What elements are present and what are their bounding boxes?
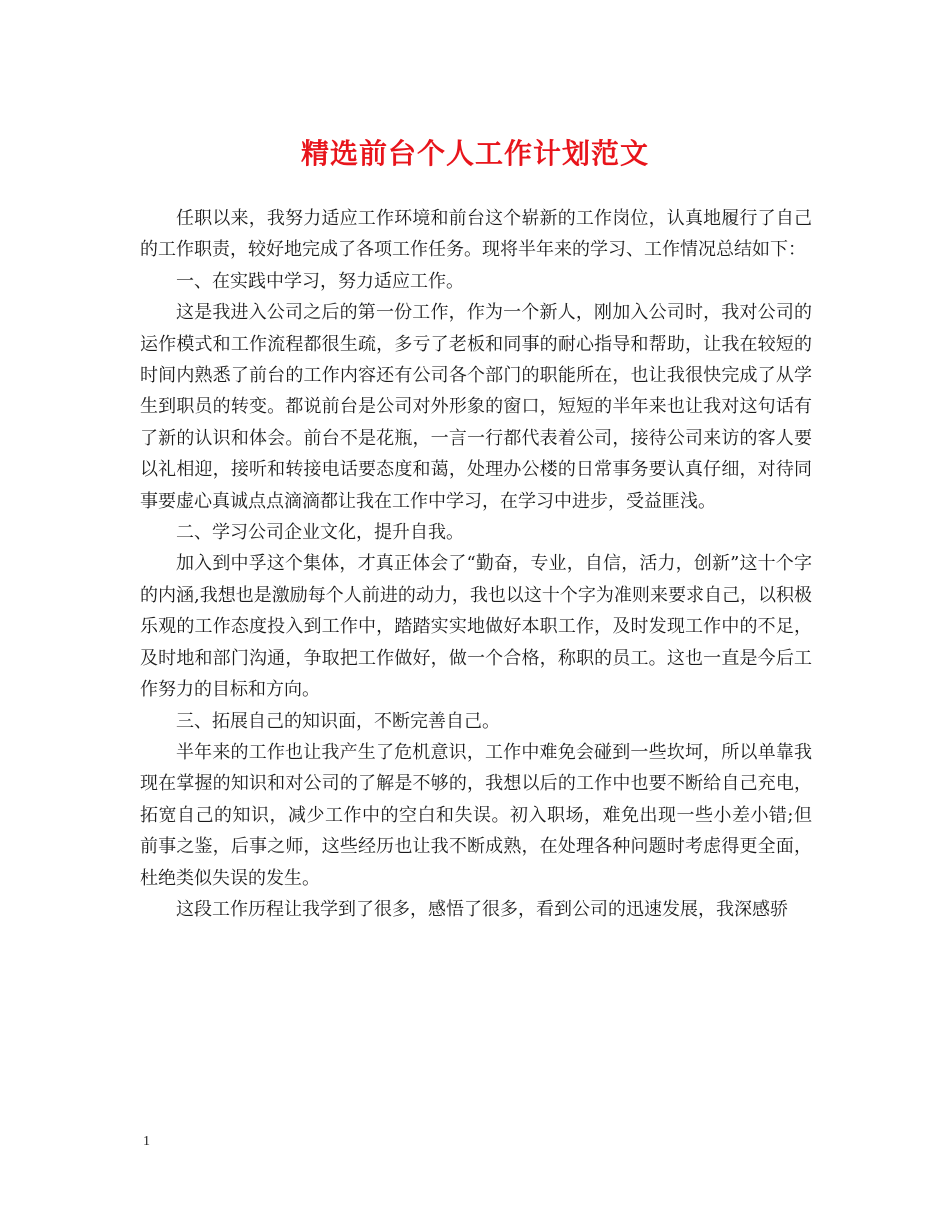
paragraph-closing: 这段工作历程让我学到了很多，感悟了很多，看到公司的迅速发展，我深感骄 bbox=[176, 898, 788, 920]
page-number: 1 bbox=[143, 1134, 150, 1149]
section-heading-3: 三、拓展自己的知识面，不断完善自己。 bbox=[176, 710, 500, 732]
paragraph-section-2: 加入到中孚这个集体，才真正体会了“勤奋，专业，自信，活力，创新”这十个字的内涵,我想也是激励每个人前进的动力，我也以这十个字为准则来要求自己，以积极乐观的工作态度投入到工作中，踏踏实实地做好本职工作，及时发现工作中的不足，及时地和部门沟通，争取把工作做好，做一个合格，称职的员工。这也一直是今后工作努力的目标和方向。 bbox=[140, 553, 812, 701]
section-heading-1: 一、在实践中学习，努力适应工作。 bbox=[176, 270, 464, 292]
paragraph-section-3: 半年来的工作也让我产生了危机意识，工作中难免会碰到一些坎坷，所以单靠我现在掌握的知识和对公司的了解是不够的，我想以后的工作中也要不断给自己充电，拓宽自己的知识，减少工作中的空白和失误。初入职场，难免出现一些小差小错;但前事之鉴，后事之师，这些经历也让我不断成熟，在处理各种问题时考虑得更全面，杜绝类似失误的发生。 bbox=[140, 741, 812, 889]
paragraph-section-1: 这是我进入公司之后的第一份工作，作为一个新人，刚加入公司时，我对公司的运作模式和工作流程都很生疏，多亏了老板和同事的耐心指导和帮助，让我在较短的时间内熟悉了前台的工作内容还有公司各个部门的职能所在，也让我很快完成了从学生到职员的转变。都说前台是公司对外形象的窗口，短短的半年来也让我对这句话有了新的认识和体会。前台不是花瓶，一言一行都代表着公司，接待公司来访的客人要以礼相迎，接听和转接电话要态度和蔼，处理办公楼的日常事务要认真仔细，对待同事要虚心真诚点点滴滴都让我在工作中学习，在学习中进步，受益匪浅。 bbox=[140, 302, 812, 512]
document-title: 精选前台个人工作计划范文 bbox=[300, 137, 649, 170]
document-body bbox=[140, 203, 812, 925]
paragraph-intro: 任职以来，我努力适应工作环境和前台这个崭新的工作岗位，认真地履行了自己的工作职责，较好地完成了各项工作任务。现将半年来的学习、工作情况总结如下： bbox=[140, 208, 812, 261]
section-heading-2: 二、学习公司企业文化，提升自我。 bbox=[176, 522, 464, 544]
